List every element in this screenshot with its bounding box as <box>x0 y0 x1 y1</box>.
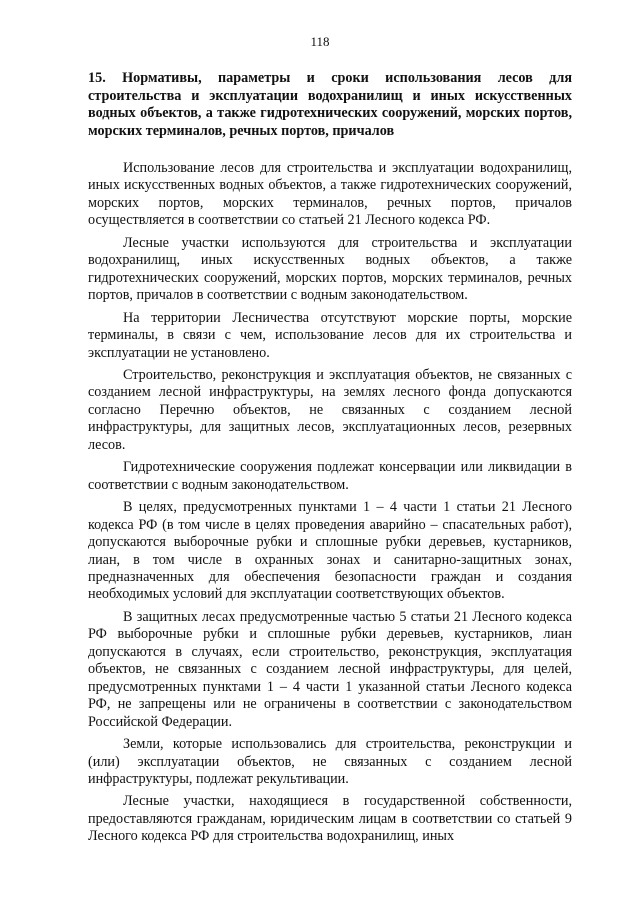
paragraph: Лесные участки используются для строительства и эксплуатации водохранилищ, иных искусственных водных объектов, а также гидротехнических сооружений, морских портов, морских терминалов, речных портов, причалов в соответствии с водным законодательством. <box>88 234 572 304</box>
paragraph: Строительство, реконструкция и эксплуатация объектов, не связанных с созданием лесной инфраструктуры, на землях лесного фонда допускаются согласно Перечню объектов, не связанных с созданием лесной инфраструктуры, для защитных лесов, эксплуатационных лесов, резервных лесов. <box>88 366 572 453</box>
body-text <box>88 160 572 851</box>
page-number: 118 <box>310 34 330 49</box>
paragraph: Использование лесов для строительства и эксплуатации водохранилищ, иных искусственных водных объектов, а также гидротехнических сооружений, морских портов, морских терминалов, речных портов, причалов осуществляется в соответствии со статьей 21 Лесного кодекса РФ. <box>88 160 572 229</box>
paragraph: На территории Лесничества отсутствуют морские порты, морские терминалы, в связи с чем, использование лесов для их строительства и эксплуатации не установлено. <box>88 309 572 361</box>
section-heading: 15. Нормативы, параметры и сроки использования лесов для строительства и эксплуатации водохранилищ и иных искусственных водных объектов, а также гидротехнических сооружений, морских портов, морских терминалов, речных портов, причалов <box>88 70 572 139</box>
paragraph: В защитных лесах предусмотренные частью 5 статьи 21 Лесного кодекса РФ выборочные рубки и сплошные рубки деревьев, кустарников, лиан допускаются в случаях, если строительство, реконструкция, эксплуатация объектов, не связанных с созданием лесной инфраструктуры, для целей, предусмотренных пунктами 1 – 4 части 1 указанной статьи Лесного кодекса РФ, не запрещены или не ограничены в соответствии с законодательством Российской Федерации. <box>88 608 572 730</box>
paragraph: Земли, которые использовались для строительства, реконструкции и (или) эксплуатации объектов, не связанных с созданием лесной инфраструктуры, подлежат рекультивации. <box>88 736 572 787</box>
paragraph: В целях, предусмотренных пунктами 1 – 4 части 1 статьи 21 Лесного кодекса РФ (в том числе в целях проведения аварийно – спасательных работ), допускаются выборочные рубки и сплошные рубки деревьев, кустарников, лиан, в том числе в охранных зонах и санитарно-защитных зонах, предназначенных для обеспечения безопасности граждан и создания необходимых условий для эксплуатации соответствующих объектов. <box>88 499 572 603</box>
paragraph: Гидротехнические сооружения подлежат консервации или ликвидации в соответствии с водным законодательством. <box>88 459 572 493</box>
paragraph: Лесные участки, находящиеся в государственной собственности, предоставляются гражданам, юридическим лицам в соответствии со статьей 9 Лесного кодекса РФ для строительства водохранилищ, иных <box>88 793 572 845</box>
